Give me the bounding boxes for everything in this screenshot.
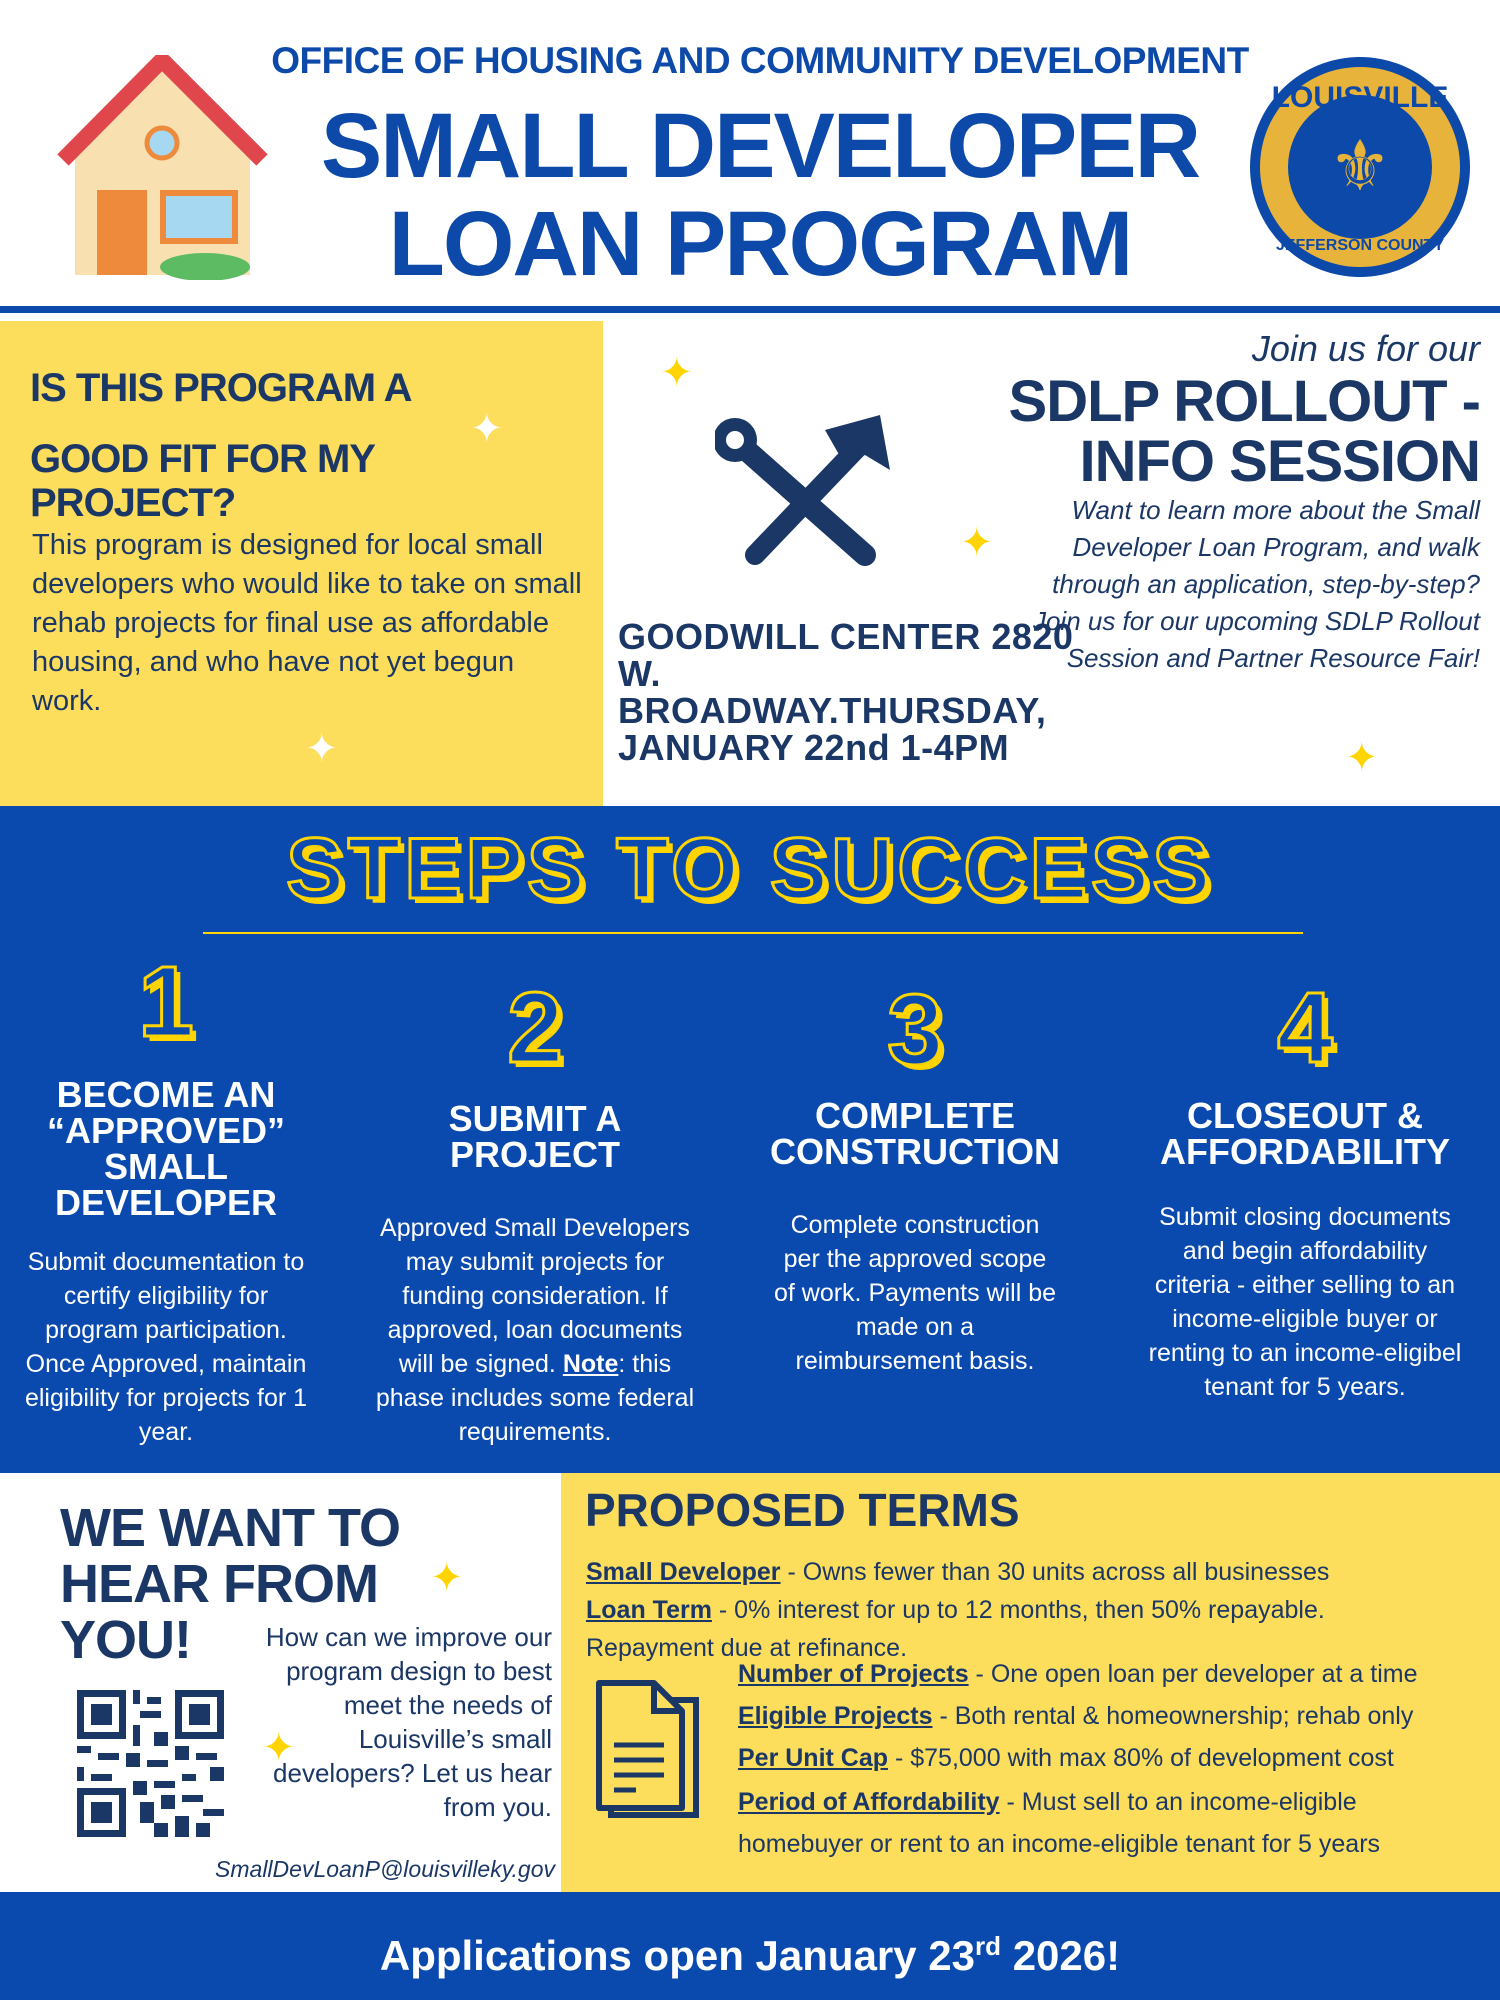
step-title: CLOSEOUT & AFFORDABILITY bbox=[1160, 1095, 1450, 1172]
fit-heading-2: GOOD FIT FOR MY PROJECT? bbox=[30, 437, 375, 525]
term-text: - 0% interest for up to 12 months, then 50% repayable. Repayment due at refinance. bbox=[586, 1596, 1325, 1662]
steps-divider bbox=[203, 932, 1303, 934]
sparkle-icon: ✦ bbox=[305, 727, 339, 771]
term-text: - $75,000 with max 80% of development cost bbox=[888, 1744, 1394, 1772]
steps-title: STEPS TO SUCCESS bbox=[286, 821, 1214, 917]
step-note: Note bbox=[562, 1350, 619, 1378]
sparkle-icon: ✦ bbox=[470, 407, 504, 451]
banner-year: 2026! bbox=[1001, 1932, 1121, 1979]
term-text: - Owns fewer than 30 units across all businesses bbox=[780, 1558, 1330, 1586]
term-text: - Must sell to an income-eligible homebuyer or rent to an income-eligible tenant for 5 years bbox=[738, 1788, 1381, 1858]
term-label: Small Developer bbox=[586, 1558, 781, 1586]
step-2 bbox=[370, 972, 700, 1449]
term-item bbox=[738, 1697, 1498, 1735]
sparkle-icon: ✦ bbox=[660, 351, 694, 395]
step-title: COMPLETE CONSTRUCTION bbox=[770, 1095, 1060, 1172]
sparkle-icon: ✦ bbox=[262, 1726, 296, 1770]
program-fit-panel bbox=[0, 321, 603, 806]
step-number: 1 bbox=[138, 946, 194, 1058]
step-title: SUBMIT A PROJECT bbox=[448, 1098, 622, 1175]
event-location: GOODWILL CENTER 2820 W. BROADWAY.THURSDAY, JANUARY 22nd 1-4PM bbox=[618, 616, 1074, 768]
term-label: Number of Projects bbox=[738, 1660, 969, 1688]
svg-text:JEFFERSON COUNTY: JEFFERSON COUNTY bbox=[1275, 237, 1445, 254]
fit-body: This program is designed for local small developers who would like to take on small rehab projects for final use as affordable housing, and who have not yet begun work. bbox=[32, 529, 582, 717]
step-number: 4 bbox=[1277, 972, 1333, 1084]
feedback-heading: WE WANT TO HEAR FROM YOU! bbox=[60, 1498, 400, 1670]
program-title-line1: SMALL DEVELOPER bbox=[320, 95, 1200, 197]
louisville-seal-logo bbox=[1248, 55, 1473, 280]
contact-email-link[interactable]: SmallDevLoanP@louisvilleky.gov bbox=[215, 1856, 555, 1882]
step-body: Submit closing documents and begin affordability criteria - either selling to an income-eligible buyer or renting to an income-eligibel tenant for 5 years. bbox=[1148, 1203, 1462, 1401]
qr-code[interactable] bbox=[77, 1690, 224, 1837]
step-4 bbox=[1140, 972, 1470, 1404]
svg-text:⚜: ⚜ bbox=[1328, 127, 1392, 205]
term-label: Loan Term bbox=[586, 1596, 712, 1624]
step-number: 2 bbox=[507, 972, 563, 1084]
step-body: Complete construction per the approved scope of work. Payments will be made on a reimbursement basis. bbox=[773, 1211, 1057, 1375]
tools-icon bbox=[715, 410, 895, 570]
document-icon bbox=[596, 1680, 701, 1820]
term-text: - One open loan per developer at a time bbox=[968, 1660, 1418, 1688]
term-item bbox=[586, 1553, 1466, 1591]
terms-heading: PROPOSED TERMS bbox=[585, 1484, 1020, 1536]
banner-suffix: rd bbox=[975, 1931, 1002, 1961]
program-title-line2: LOAN PROGRAM bbox=[388, 193, 1132, 295]
term-item bbox=[738, 1781, 1458, 1865]
banner-text: Applications open January 23 bbox=[379, 1932, 976, 1979]
event-description: Want to learn more about the Small Developer Loan Program, and walk through an application, step-by-step? Join us for our upcoming SDLP Rollout Session and Partner Resource Fair! bbox=[1032, 495, 1480, 673]
svg-text:LOUISVILLE: LOUISVILLE bbox=[1271, 81, 1449, 114]
sparkle-icon: ✦ bbox=[430, 1556, 464, 1600]
office-name: OFFICE OF HOUSING AND COMMUNITY DEVELOPMENT bbox=[271, 40, 1249, 81]
feedback-question: How can we improve our program design to best meet the needs of Louisville’s small developers? Let us hear from you. bbox=[265, 1622, 552, 1822]
step-body-cont: : this phase includes some federal requirements. bbox=[375, 1350, 695, 1446]
sparkle-icon: ✦ bbox=[960, 521, 994, 565]
event-title: SDLP ROLLOUT - INFO SESSION bbox=[1008, 369, 1480, 494]
term-text: - Both rental & homeownership; rehab only bbox=[932, 1702, 1414, 1730]
step-title: BECOME AN “APPROVED” SMALL DEVELOPER bbox=[46, 1074, 286, 1223]
proposed-terms-panel bbox=[561, 1473, 1500, 1892]
term-item bbox=[738, 1739, 1498, 1777]
event-intro: Join us for our bbox=[1251, 328, 1480, 369]
fit-heading-1: IS THIS PROGRAM A bbox=[30, 366, 412, 410]
step-body: Approved Small Developers may submit projects for funding consideration. If approved, loan documents will be signed. bbox=[380, 1214, 690, 1378]
step-number: 3 bbox=[887, 974, 943, 1086]
term-label: Per Unit Cap bbox=[738, 1744, 889, 1772]
header-divider bbox=[0, 306, 1500, 313]
step-1 bbox=[1, 946, 331, 1449]
step-3 bbox=[750, 974, 1080, 1378]
applications-banner bbox=[0, 1892, 1500, 2000]
term-label: Eligible Projects bbox=[738, 1702, 933, 1730]
term-item bbox=[738, 1655, 1498, 1693]
sparkle-icon: ✦ bbox=[1345, 736, 1379, 780]
step-body: Submit documentation to certify eligibility for program participation. Once Approved, maintain eligibility for projects for 1 year. bbox=[24, 1248, 308, 1446]
term-label: Period of Affordability bbox=[738, 1788, 1000, 1816]
